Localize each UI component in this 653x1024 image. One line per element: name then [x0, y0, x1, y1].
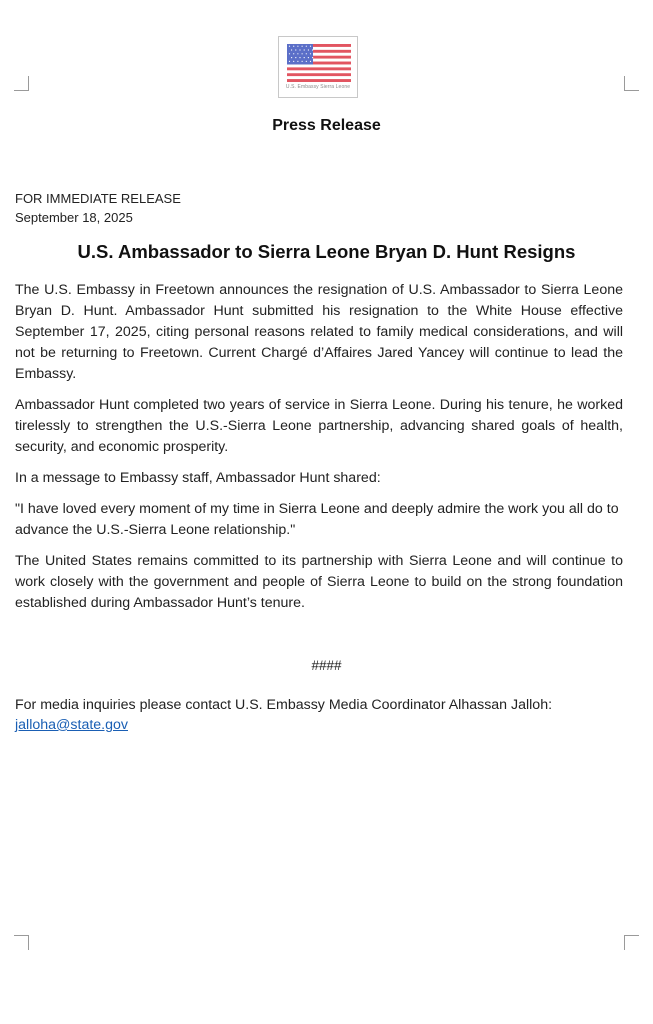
crop-mark-bottom-right	[624, 935, 639, 950]
logo-caption: U.S. Embassy Sierra Leone	[285, 84, 351, 90]
us-flag-icon	[287, 44, 351, 82]
paragraph-announcement: The U.S. Embassy in Freetown announces the resignation of U.S. Ambassador to Sierra Leone Bryan D. Hunt. Ambassador Hunt submitted his resignation to the White House effective September 17, 2025, citing personal reasons related to family medical considerations, and will not be returning to Freetown. Current Chargé d’Affaires Jared Yancey will continue to lead the Embassy.	[15, 282, 623, 382]
release-date: September 18, 2025	[15, 210, 133, 225]
press-release-heading: Press Release	[272, 117, 381, 134]
crop-mark-top-right	[624, 76, 639, 91]
paragraph-commitment: The United States remains committed to its partnership with Sierra Leone and will continue to work closely with the government and people of Sierra Leone to build on the strong foundation established during Ambassador Hunt’s tenure.	[15, 553, 623, 611]
end-separator: ####	[311, 658, 342, 673]
release-label: FOR IMMEDIATE RELEASE	[15, 191, 181, 206]
document-body	[15, 280, 623, 624]
contact-text: For media inquiries please contact U.S. Embassy Media Coordinator Alhassan Jalloh:	[15, 697, 553, 713]
paragraph-quote: "I have loved every moment of my time in Sierra Leone and deeply admire the work you all do to advance the U.S.-Sierra Leone relationship."	[15, 501, 619, 538]
paragraph-service: Ambassador Hunt completed two years of service in Sierra Leone. During his tenure, he worked tirelessly to strengthen the U.S.-Sierra Leone partnership, advancing shared goals of health, security, and economic prosperity.	[15, 397, 623, 455]
document-title: U.S. Ambassador to Sierra Leone Bryan D. Hunt Resigns	[77, 241, 576, 262]
crop-mark-top-left	[14, 76, 29, 91]
media-contact	[15, 695, 635, 735]
paragraph-message-intro: In a message to Embassy staff, Ambassador Hunt shared:	[15, 470, 381, 486]
contact-email-link[interactable]: jalloha@state.gov	[15, 717, 128, 733]
crop-mark-bottom-left	[14, 935, 29, 950]
embassy-logo	[278, 36, 358, 98]
